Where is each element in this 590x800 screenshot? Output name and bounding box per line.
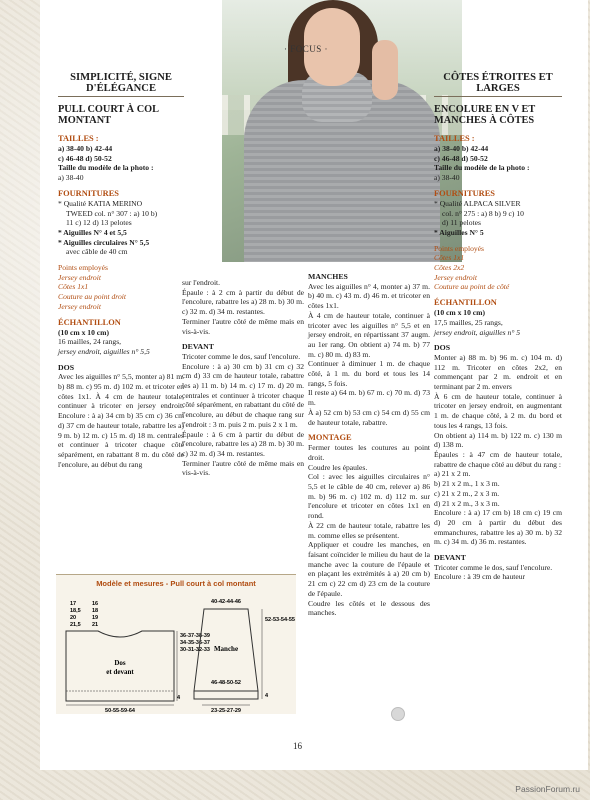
right-title: ENCOLURE EN V ET MANCHES À CÔTES: [434, 104, 535, 126]
left-supply-2: * Aiguilles N° 4 et 5,5: [58, 227, 127, 237]
right-sizes-label: TAILLES :: [434, 134, 475, 143]
shoulder-a: 16: [92, 601, 99, 607]
right-point-3: Jersey endroit: [434, 272, 477, 282]
rib-sleeve: 4: [265, 693, 269, 699]
body-label-1: Dos: [114, 659, 126, 667]
left-dos-label: DOS: [58, 362, 75, 372]
right-dos-label: DOS: [434, 343, 451, 353]
left-point-1: Jersey endroit: [58, 272, 101, 282]
left-gauge-1: (10 cm x 10 cm): [58, 327, 110, 337]
left-title: PULL COURT À COL MONTANT: [58, 104, 159, 126]
col3-manches-2: À 4 cm de hauteur totale, continuer à tricoter avec les aiguilles n° 5,5 et en jersey endroit, en répartissant 37 augm. au 1er rang. On obtient a) 74 m. b) 77 m. c) 80 m. d) 83 m.: [308, 310, 430, 359]
col3-montage-1: Fermer toutes les coutures au point droit.: [308, 443, 430, 462]
magazine-page: [40, 0, 588, 770]
neck-b: 18,5: [70, 608, 81, 614]
col3-manches-3: Continuer à diminuer 1 m. de chaque côté, à 1 m. du bord et tous les 14 rangs, 5 fois.: [308, 359, 430, 388]
sleeve-mid: 46-48-50-52: [211, 680, 241, 686]
left-supply-3a: * Aiguilles circulaires N° 5,5: [58, 237, 150, 247]
sleeve-height: 52-53-54-55: [265, 617, 295, 623]
right-supply-2: * Aiguilles N° 5: [434, 227, 484, 237]
left-sizes-1: a) 38-40 b) 42-44: [58, 144, 113, 153]
left-supply-1a: * Qualité KATIA MERINO: [58, 198, 143, 208]
col3-manches-4: Il reste a) 64 m. b) 67 m. c) 70 m. d) 73 m.: [308, 388, 430, 408]
right-gauge-2: 17,5 mailles, 25 rangs,: [434, 317, 503, 327]
right-point-2: Côtes 2x2: [434, 263, 465, 273]
model-photo: [222, 0, 462, 262]
height-2: 34-35-36-37: [180, 640, 210, 646]
left-supply-1c: 11 c) 12 d) 13 pelotes: [66, 218, 132, 228]
col2-devant-4: Terminer l'autre côté de même mais en vis-à-vis.: [182, 458, 304, 478]
neck-c: 20: [70, 615, 77, 621]
right-heading: CÔTES ÉTROITES ET LARGES: [443, 72, 553, 94]
left-heading: SIMPLICITÉ, SIGNE D'ÉLÉGANCE: [70, 72, 172, 94]
right-gauge-3: jersey endroit, aiguilles n° 5: [434, 327, 521, 337]
col3-manches-1: Avec les aiguilles n° 4, monter a) 37 m. b) 40 m. c) 43 m. d) 46 m. et tricoter en côtes 1x1.: [308, 281, 430, 311]
left-column: [58, 72, 184, 469]
right-supply-1c: d) 11 pelotes: [442, 218, 481, 228]
col3-montage-2: Coudre les épaules.: [308, 462, 368, 472]
left-photo-size: a) 38-40: [58, 173, 84, 183]
left-gauge-label: ÉCHANTILLON: [58, 317, 121, 327]
column-3: [308, 272, 430, 618]
page-number: 16: [293, 741, 302, 751]
right-dos-6: b) 21 x 2 m., 1 x 3 m.: [434, 479, 500, 489]
col2-devant-2: Encolure : à a) 30 cm b) 31 cm c) 32 cm d) 33 cm de hauteur totale, rabattre les a) 11 m. b) 14 m. c) 17 m. d) 20 m. centrales et continuer à tricoter chaque côté séparément, en rabattant du côté de l'encolure, au début de chaque rang sur l'endroit : 3 m. puis 2 m. puis 2 x 1 m.: [182, 361, 304, 429]
col3-montage-4: À 22 cm de hauteur totale, rabattre les m. comme elles se présentent.: [308, 520, 430, 540]
left-gauge-2: 16 mailles, 24 rangs,: [58, 337, 122, 347]
col2-devant-3: Épaule : à 6 cm à partir du début de l'encolure, rabattre les a) 28 m. b) 30 m. c) 32 m. d) 34 m. restantes.: [182, 429, 304, 458]
left-point-3: Couture au point droit: [58, 292, 126, 302]
col3-montage-5: Appliquer et coudre les manches, en faisant coïncider le milieu du haut de la manche avec la couture de l'épaule et en plaçant les extrémités à a) 20 cm b) 21 cm c) 22 cm d) 23 cm de la couture de l'épaule.: [308, 540, 430, 598]
watermark: PassionForum.ru: [515, 784, 580, 794]
left-gauge-3: jersey endroit, aiguilles n° 5,5: [58, 346, 150, 356]
col2-devant-label: DEVANT: [182, 342, 214, 352]
left-supply-3b: avec câble de 40 cm: [66, 247, 128, 257]
right-devant-1: Tricoter comme le dos, sauf l'encolure.: [434, 562, 553, 572]
schematic-diagram: [56, 574, 296, 714]
right-dos-7: c) 21 x 2 m., 2 x 3 m.: [434, 488, 500, 498]
right-devant-label: DEVANT: [434, 553, 466, 563]
right-gauge-label: ÉCHANTILLON: [434, 298, 497, 308]
col3-montage-label: MONTAGE: [308, 433, 352, 443]
height-1: 36-37-38-39: [180, 633, 210, 639]
shoulder-c: 19: [92, 615, 99, 621]
col3-montage-6: Coudre les côtés et le dessous des manches.: [308, 598, 430, 618]
sleeve-bottom: 23-25-27-29: [211, 708, 241, 714]
right-sizes-2: c) 46-48 d) 50-52: [434, 153, 488, 163]
schematic-svg: [56, 591, 296, 715]
width-body: 50-55-59-64: [105, 708, 135, 714]
right-point-1: Côtes 1x1: [434, 253, 465, 263]
body-label-2: et devant: [106, 668, 134, 676]
column-2: [182, 278, 304, 478]
height-3: 30-31-32-33: [180, 647, 210, 653]
right-dos-8: d) 21 x 2 m., 3 x 3 m.: [434, 498, 500, 508]
col3-manches-5: À a) 52 cm b) 53 cm c) 54 cm d) 55 cm de hauteur totale, rabattre.: [308, 407, 430, 427]
col3-manches-label: MANCHES: [308, 272, 348, 281]
right-supply-1a: * Qualité ALPACA SILVER: [434, 198, 521, 208]
right-photo-size-label: Taille du modèle de la photo :: [434, 163, 530, 173]
right-photo-size: a) 38-40: [434, 173, 460, 183]
right-dos-9: Encolure : à a) 17 cm b) 18 cm c) 19 cm d) 20 cm à partir du début des emmanchures, rabattre les a) 30 m. b) 32 m. c) 34 m. d) 36 m. restantes.: [434, 508, 562, 547]
left-supplies-label: FOURNITURES: [58, 188, 119, 198]
col2-text-3: Terminer l'autre côté de même mais en vis-à-vis.: [182, 316, 304, 336]
shoulder-d: 21: [92, 622, 99, 628]
neck-a: 17: [70, 601, 77, 607]
col3-montage-3: Col : avec les aiguilles circulaires n° 5,5 et le câble de 40 cm, relever a) 86 m. b) 96 m. c) 102 m. d) 112 m. sur l'encolure et tricoter en côtes 1x1 en rond.: [308, 472, 430, 521]
right-dos-2: À 6 cm de hauteur totale, continuer à tricoter en jersey endroit, en augmentant 1 m. de chaque côté, à 2 m. du bord et tous les 4 rangs, 13 fois.: [434, 391, 562, 430]
left-sizes-label: TAILLES :: [58, 134, 99, 143]
right-supplies-label: FOURNITURES: [434, 188, 495, 198]
rib-body: 4: [177, 695, 181, 701]
right-devant-2: Encolure : à 39 cm de hauteur: [434, 572, 526, 582]
diagram-caption: Modèle et mesures - Pull court à col montant: [96, 579, 256, 588]
col2-text-2: Épaule : à 2 cm à partir du début de l'encolure, rabattre les a) 28 m. b) 30 m. c) 32 m. d) 34 m. restantes.: [182, 287, 304, 317]
right-points-label: Points employés: [434, 243, 484, 253]
left-point-4: Jersey endroit: [58, 301, 101, 311]
right-column: [434, 72, 562, 582]
neck-d: 21,5: [70, 622, 81, 628]
right-dos-5: a) 21 x 2 m.: [434, 469, 471, 479]
shoulder-b: 18: [92, 608, 99, 614]
left-photo-size-label: Taille du modèle de la photo :: [58, 163, 154, 173]
yarn-ball-icon: [391, 707, 405, 721]
left-points-label: Points employés: [58, 263, 108, 273]
left-sizes-2: c) 46-48 d) 50-52: [58, 153, 112, 163]
section-label: · FOCUS ·: [284, 44, 329, 54]
left-supply-1b: TWEED col. n° 307 : a) 10 b): [66, 208, 158, 218]
right-sizes-1: a) 38-40 b) 42-44: [434, 144, 489, 153]
left-dos-text: Avec les aiguilles n° 5,5, monter a) 81 m. b) 88 m. c) 95 m. d) 102 m. et tricoter en côtes 1x1. À 4 cm de hauteur totale, continuer à tricoter en jersey endroit. Encolure : à a) 34 cm b) 35 cm c) 36 cm d) 37 cm de hauteur totale, rabattre les a) 9 m. b) 12 m. c) 15 m. d) 18 m. centrales et continuer à tricoter chaque côté séparément, en rabattant 8 m. du côté de l'encolure, au début du rang: [58, 372, 184, 469]
sleeve-top: 40-42-44-46: [211, 599, 241, 605]
left-point-2: Côtes 1x1: [58, 282, 89, 292]
right-point-4: Couture au point de côté: [434, 282, 510, 292]
right-dos-1: Monter a) 88 m. b) 96 m. c) 104 m. d) 112 m. Tricoter en côtes 2x2, en commençant par 2 m. endroit et en terminant par 2 m. envers: [434, 352, 562, 392]
right-dos-4: Épaules : à 47 cm de hauteur totale, rabattre de chaque côté au début du rang :: [434, 449, 562, 469]
col2-text-1: sur l'endroit.: [182, 278, 221, 287]
col2-devant-1: Tricoter comme le dos, sauf l'encolure.: [182, 351, 301, 361]
right-supply-1b: col. n° 275 : a) 8 b) 9 c) 10: [442, 208, 524, 218]
right-gauge-1: (10 cm x 10 cm): [434, 308, 486, 318]
right-dos-3: On obtient a) 114 m. b) 122 m. c) 130 m d) 138 m.: [434, 430, 562, 450]
sleeve-label: Manche: [213, 645, 239, 653]
